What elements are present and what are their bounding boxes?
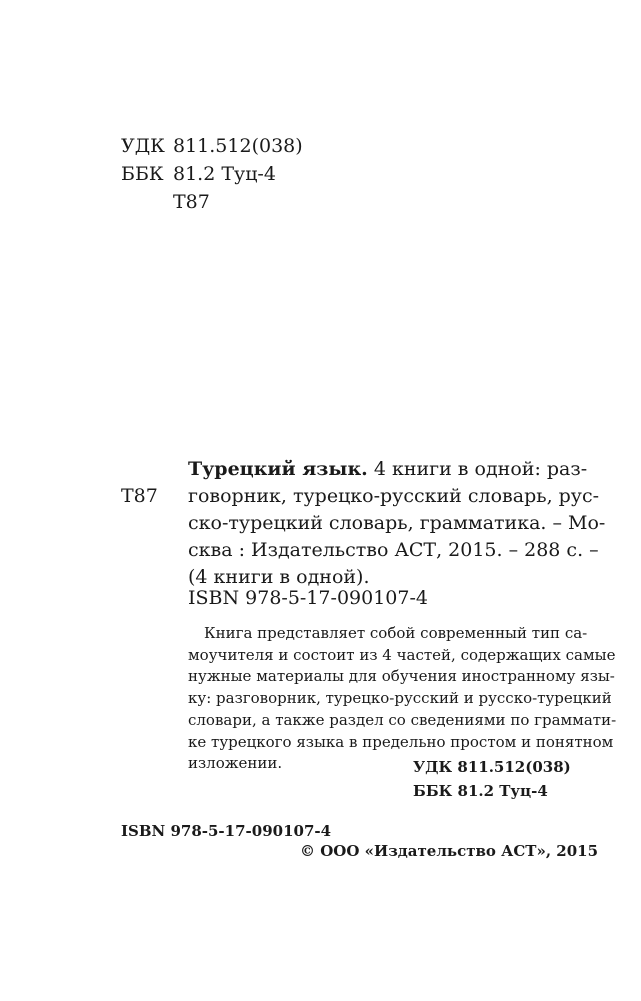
footer-bbk: ББК 81.2 Туц-4 (413, 782, 548, 800)
annotation-line: словари, а также раздел со сведениями по граммати- (188, 710, 617, 729)
entry-line-3: ско-турецкий словарь, грамматика. – Мо- (188, 512, 606, 534)
annotation-line: ку: разговорник, турецко-русский и русско-турецкий (188, 689, 612, 708)
footer-udc: УДК 811.512(038) (413, 758, 571, 776)
author-sign-row (121, 188, 303, 216)
annotation-line: ке турецкого языка в предельно простом и понятном (188, 732, 614, 751)
annotation-line: моучителя и состоит из 4 частей, содержащих самые (188, 645, 616, 664)
entry-line-1-rest: 4 книги в одной: раз- (367, 458, 588, 480)
classification-block (121, 132, 303, 216)
footer-classification (413, 755, 571, 803)
entry-line-5: (4 книги в одной). (188, 566, 370, 588)
entry-line-4: сква : Издательство АСТ, 2015. – 288 с. – (188, 539, 599, 561)
footer-isbn: ISBN 978-5-17-090107-4 (121, 822, 332, 840)
copyright-notice: © ООО «Издательство АСТ», 2015 (300, 842, 599, 860)
annotation (188, 623, 617, 775)
entry-author-sign: Т87 (121, 485, 158, 507)
udc-code: 811.512(038) (173, 135, 303, 157)
bbk-code: 81.2 Туц-4 (173, 163, 276, 185)
udc-label: УДК (121, 135, 165, 157)
entry-line-1 (188, 456, 588, 483)
author-sign: Т87 (173, 191, 210, 213)
bbk-label: ББК (121, 163, 164, 185)
bibliographic-entry (188, 456, 606, 591)
entry-isbn: ISBN 978-5-17-090107-4 (188, 587, 428, 609)
entry-line-2: говорник, турецко-русский словарь, рус- (188, 485, 600, 507)
udc-row (121, 132, 303, 160)
annotation-line: изложении. (188, 754, 283, 773)
annotation-line: нужные материалы для обучения иностранному язы- (188, 667, 615, 686)
entry-title: Турецкий язык. (188, 458, 368, 480)
annotation-line: Книга представляет собой современный тип са- (204, 624, 588, 642)
bbk-row (121, 160, 303, 188)
